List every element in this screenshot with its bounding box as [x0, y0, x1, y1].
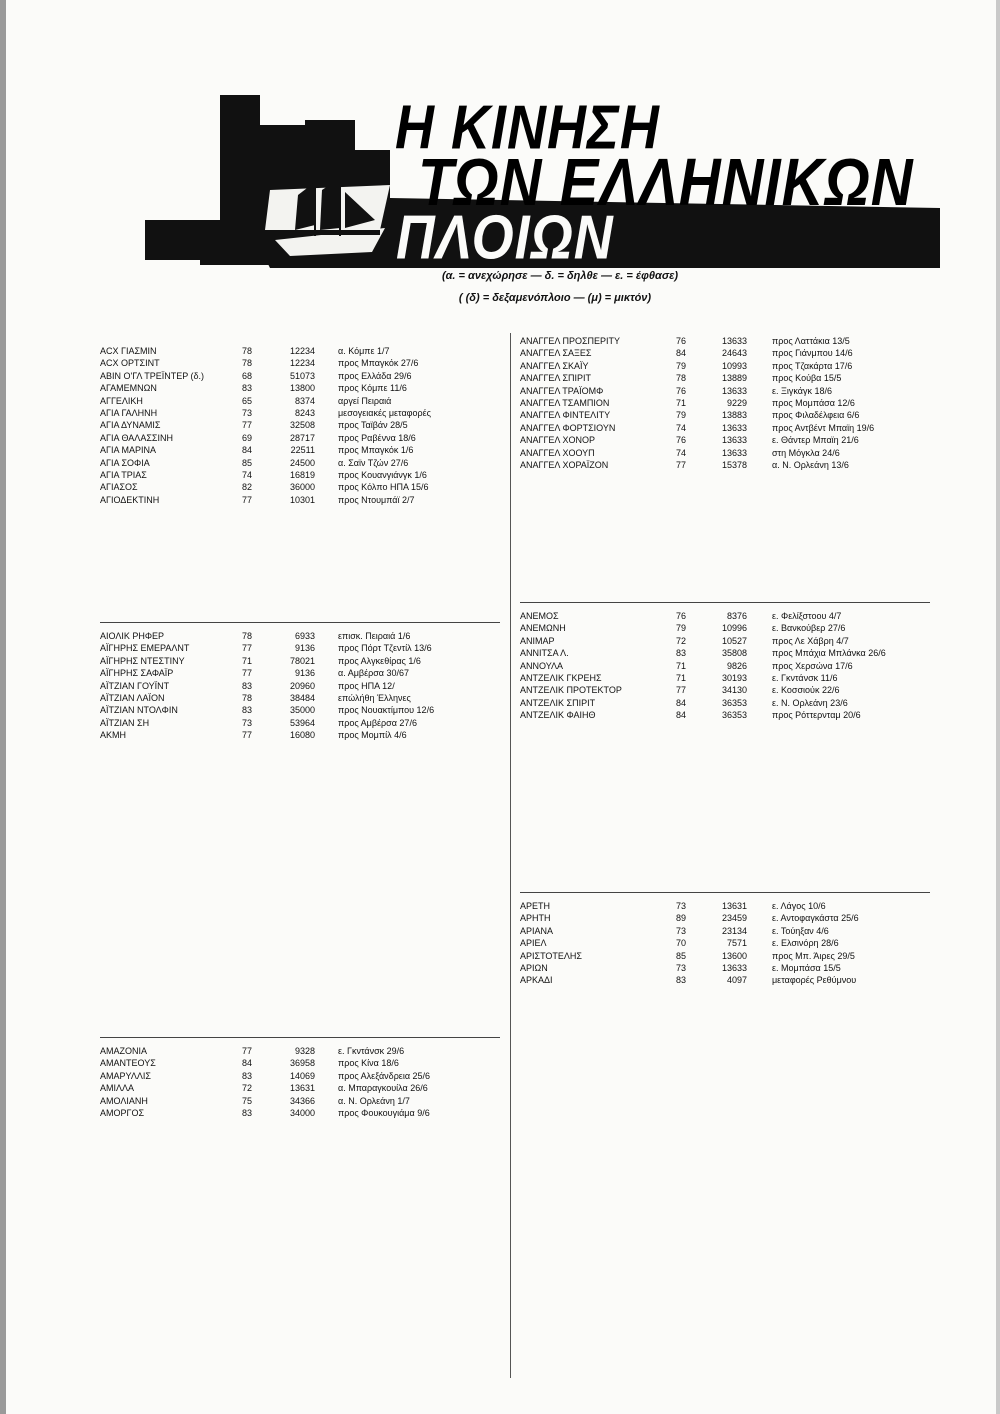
ship-destination: προς Μπ. Άιρες 29/5 [772, 950, 855, 961]
ship-row [520, 459, 930, 471]
ship-destination: προς Λε Χάβρη 4/7 [772, 635, 849, 646]
ship-destination: προς Μπαγκόκ 27/6 [338, 358, 419, 369]
ship-tonnage: 13631 [721, 901, 747, 911]
ship-year: 77 [242, 730, 253, 741]
ship-tonnage: 34130 [721, 685, 747, 696]
ship-tonnage: 13889 [721, 373, 747, 384]
ship-destination: μεταφορές Ρεθύμνου [772, 975, 857, 986]
ship-tonnage: 13633 [721, 422, 747, 433]
ship-tonnage: 34000 [289, 1108, 315, 1118]
ship-tonnage: 8374 [294, 395, 315, 406]
ship-name: ΑΡΙΩΝ [520, 963, 548, 973]
ship-tonnage: 8243 [294, 408, 315, 418]
ship-year: 89 [676, 913, 687, 924]
scan-edge-right [996, 0, 1000, 1414]
ship-name: ΑΓΙΑ ΤΡΙΑΣ [100, 470, 147, 480]
ship-name: ΑΓΙΑ ΔΥΝΑΜΙΣ [100, 420, 161, 431]
ship-row [100, 345, 500, 357]
ship-tonnage: 10527 [721, 635, 747, 646]
ship-name: ΑΓΓΕΛΙΚΗ [100, 395, 143, 406]
ship-name: ΑΡΙΑΝΑ [520, 925, 554, 936]
ship-name: ΑΝΑΓΓΕΛ ΧΟΟΥΠ [520, 447, 595, 458]
ship-year: 74 [676, 447, 687, 458]
ship-destination: προς Ταϊβάν 28/5 [338, 420, 408, 431]
ship-tonnage: 53964 [289, 717, 315, 728]
ship-year: 83 [676, 648, 687, 659]
ship-destination: ε. Λάγος 10/6 [772, 901, 826, 911]
ship-year: 65 [242, 395, 253, 406]
ship-year: 77 [242, 668, 253, 679]
ship-year: 70 [676, 938, 687, 949]
ship-year: 85 [242, 457, 253, 468]
ship-row [100, 432, 500, 444]
ship-year: 71 [676, 673, 687, 683]
ship-year: 73 [676, 963, 687, 973]
ship-name: ΑΪΓΗΡΗΣ ΣΑΦΑΪΡ [100, 668, 174, 679]
block-separator [520, 892, 930, 893]
ship-row [520, 635, 930, 647]
ship-year: 71 [676, 398, 687, 408]
ship-name: ΑΜΑΖΟΝΙΑ [100, 1046, 148, 1056]
ship-year: 73 [242, 408, 253, 418]
ship-row [520, 660, 930, 672]
ship-year: 83 [242, 1070, 253, 1081]
ship-row [520, 335, 930, 347]
ship-year: 76 [676, 435, 687, 446]
ship-row [100, 729, 500, 741]
ship-destination: προς Κίνα 18/6 [338, 1058, 399, 1069]
ship-row [520, 409, 930, 421]
ship-name: ΑΒΙΝ Ο'ΓΛ ΤΡΕΪΝΤΕΡ (δ.) [100, 370, 205, 381]
legend-line-2: ( (δ) = δεξαμενόπλοιο — (μ) = μικτόν) [458, 292, 652, 304]
ship-tonnage: 10996 [721, 623, 747, 634]
ship-destination: επισκ. Πειραιά 1/6 [338, 631, 411, 641]
ship-destination: στη Μόγκλα 24/6 [772, 447, 840, 458]
ship-name: ΑΚΜΗ [100, 730, 127, 741]
ship-year: 73 [676, 901, 687, 911]
ship-row [520, 672, 930, 684]
ship-name: ΑΓΙΑ ΣΟΦΙΑ [100, 457, 150, 468]
ship-row [100, 382, 500, 394]
ship-row [100, 407, 500, 419]
ship-destination: ε. Φελίξστοου 4/7 [772, 611, 842, 621]
ship-destination: προς Αλεξάνδρεια 25/6 [338, 1070, 431, 1081]
ship-destination: προς Μομπάσα 12/6 [772, 398, 855, 408]
ship-year: 83 [676, 975, 687, 986]
ship-year: 78 [242, 631, 253, 641]
ship-destination: ε. Γκντάνσκ 11/6 [772, 673, 838, 683]
ship-row [100, 1057, 500, 1069]
ship-destination: α. Κόμπε 1/7 [338, 346, 390, 356]
ship-row [520, 434, 930, 446]
ship-row [520, 610, 930, 622]
ship-row [100, 469, 500, 481]
ship-row [520, 962, 930, 974]
ship-year: 69 [242, 432, 253, 443]
ship-name: ΑΜΟΛΙΑΝΗ [100, 1095, 148, 1106]
ship-destination: προς Αμβέρσα 27/6 [338, 717, 417, 728]
ship-year: 74 [676, 422, 687, 433]
ship-year: 79 [676, 623, 687, 634]
ship-row [100, 667, 500, 679]
ship-destination: προς Κουανγιάνγκ 1/6 [338, 470, 427, 480]
ship-name: ΑΡΙΣΤΟΤΕΛΗΣ [520, 950, 582, 961]
block-separator [520, 602, 930, 603]
ship-tonnage: 16080 [289, 730, 315, 741]
ship-name: ΑΪΤΖΙΑΝ ΛΑΪΟΝ [100, 693, 165, 703]
ship-destination: ε. Ν. Ορλεάνη 23/6 [772, 697, 848, 708]
ship-name: ΑΜΟΡΓΟΣ [100, 1108, 145, 1118]
ship-row [520, 647, 930, 659]
ship-row [520, 697, 930, 709]
ship-destination: ε. Γκντάνσκ 29/6 [338, 1046, 405, 1056]
ship-name: ΑΜΑΡΥΛΛΙΣ [100, 1070, 151, 1081]
ship-tonnage: 51073 [289, 370, 315, 381]
ship-destination: προς Πόρτ Τζεντίλ 13/6 [338, 643, 432, 654]
ship-name: ΑΓΙΑ ΜΑΡΙΝΑ [100, 445, 156, 456]
ship-row [520, 347, 930, 359]
ship-destination: α. Ν. Ορλεάνη 13/6 [772, 460, 849, 470]
ship-year: 84 [676, 697, 687, 708]
ship-year: 75 [242, 1095, 253, 1106]
ship-tonnage: 10301 [289, 494, 315, 505]
ship-year: 73 [676, 925, 687, 936]
ship-tonnage: 35000 [289, 705, 315, 716]
ship-name: ΑΝΑΓΓΕΛ ΧΟΝΟΡ [520, 435, 595, 446]
masthead-title-line-3: ΠΛΟΙΩΝ [396, 203, 614, 273]
ship-year: 84 [676, 710, 687, 721]
ship-row [520, 925, 930, 937]
ship-tonnage: 6933 [294, 631, 315, 641]
ship-name: ΑΓΙΟΔΕΚΤΙΝΗ [100, 494, 160, 505]
ship-name: ΑΝΑΓΓΕΛ ΤΣΑΜΠΙΟΝ [520, 398, 610, 408]
ship-row [520, 684, 930, 696]
ship-destination: αργεί Πειραιά [338, 395, 392, 406]
ship-year: 77 [242, 494, 253, 505]
ship-tonnage: 4097 [726, 975, 747, 986]
ship-name: ΑΪΤΖΙΑΝ ΓΟΥΪΝΤ [100, 680, 170, 691]
ship-year: 68 [242, 370, 253, 381]
ship-year: 82 [242, 482, 253, 493]
ship-destination: προς Ντουμπάϊ 2/7 [338, 494, 415, 505]
ship-name: ΑΝΑΓΓΕΛ ΦΟΡΤΣΙΟΥΝ [520, 422, 616, 433]
ship-tonnage: 13633 [721, 447, 747, 458]
ship-destination: α. Μπαραγκουίλα 26/6 [338, 1083, 428, 1094]
ship-name: ΑΝΑΓΓΕΛ ΣΚΑΪΥ [520, 360, 589, 371]
ship-tonnage: 13633 [721, 336, 747, 346]
ship-tonnage: 8376 [726, 611, 747, 621]
ship-year: 73 [242, 717, 253, 728]
ship-name: ΑΜΙΛΛΑ [100, 1083, 135, 1094]
ship-row [100, 457, 500, 469]
ship-tonnage: 9229 [726, 398, 747, 408]
ship-name: ΑΡΕΤΗ [520, 901, 551, 911]
ship-year: 83 [242, 1108, 253, 1118]
ship-destination: προς Κόλπο ΗΠΑ 15/6 [338, 482, 429, 493]
ship-destination: προς Μπαγκόκ 1/6 [338, 445, 414, 456]
ship-destination: α. Σαϊν Τζών 27/6 [338, 457, 409, 468]
ship-destination: προς Ρόττερνταμ 20/6 [772, 710, 861, 721]
ship-row [100, 717, 500, 729]
ship-row [520, 622, 930, 634]
ship-row [100, 704, 500, 716]
ship-year: 76 [676, 336, 687, 346]
ship-row [520, 372, 930, 384]
ship-row [100, 1045, 500, 1057]
ship-destination: προς Μομπίλ 4/6 [338, 730, 407, 741]
ship-year: 78 [676, 373, 687, 384]
ship-year: 77 [676, 460, 687, 470]
ship-year: 77 [676, 685, 687, 696]
ship-tonnage: 9136 [294, 668, 315, 679]
ship-tonnage: 9328 [294, 1046, 315, 1056]
ship-row [100, 481, 500, 493]
ship-name: ΑΡΚΑΔΙ [520, 975, 553, 986]
ship-row [520, 422, 930, 434]
ship-tonnage: 10993 [721, 360, 747, 371]
ship-year: 71 [242, 655, 253, 666]
ship-tonnage: 34366 [289, 1095, 315, 1106]
ship-tonnage: 13600 [721, 950, 747, 961]
ship-year: 76 [676, 611, 687, 621]
ship-name: ΑΝΤΖΕΛΙΚ ΓΚΡΕΗΣ [520, 673, 602, 683]
ship-tonnage: 12234 [289, 346, 315, 356]
ship-name: ΑΪΓΗΡΗΣ ΝΤΕΣΤΙΝΥ [100, 655, 185, 666]
ship-name: ΑΝΑΓΓΕΛ ΣΠΙΡΙΤ [520, 373, 592, 384]
ship-destination: προς Γιάνμπου 14/6 [772, 348, 853, 359]
ship-year: 77 [242, 420, 253, 431]
ship-tonnage: 14069 [289, 1070, 315, 1081]
ship-destination: ε. Ελσινόρη 28/6 [772, 938, 839, 949]
ship-tonnage: 9826 [726, 660, 747, 671]
ship-destination: ε. Μομπάσα 15/5 [772, 963, 841, 973]
ship-year: 78 [242, 693, 253, 703]
ship-name: ΑΝΑΓΓΕΛ ΣΑΞΕΣ [520, 348, 592, 359]
ship-year: 84 [676, 348, 687, 359]
masthead-title-line-1: Η ΚΙΝΗΣΗ [395, 93, 660, 163]
ship-row [520, 709, 930, 721]
ship-row [100, 1082, 500, 1094]
ship-name: ΑΝΤΖΕΛΙΚ ΦΑΙΗΘ [520, 710, 596, 721]
ship-destination: ε. Κοσσιούκ 22/6 [772, 685, 840, 696]
ship-row [100, 357, 500, 369]
ship-row [100, 494, 500, 506]
ship-tonnage: 12234 [289, 358, 315, 369]
ship-tonnage: 13883 [721, 410, 747, 421]
ship-destination: προς Αλγκεθίρας 1/6 [338, 655, 421, 666]
ship-year: 85 [676, 950, 687, 961]
ship-name: ΑΝΑΓΓΕΛ ΠΡΟΣΠΕΡΙΤΥ [520, 336, 621, 346]
ship-destination: προς Φουκουγιάμα 9/6 [338, 1108, 430, 1118]
ship-year: 78 [242, 358, 253, 369]
ship-row [100, 370, 500, 382]
ship-destination: προς Φιλαδέλφεια 6/6 [772, 410, 860, 421]
ship-destination: ε. Τούηξαν 4/6 [772, 925, 829, 936]
ship-destination: προς Ελλάδα 29/6 [338, 370, 412, 381]
ship-destination: προς Τζακάρτα 17/6 [772, 360, 853, 371]
ship-name: ΑΓΙΑ ΓΑΛΗΝΗ [100, 408, 158, 418]
ship-tonnage: 23459 [721, 913, 747, 924]
ship-year: 84 [242, 1058, 253, 1069]
ship-destination: προς ΗΠΑ 12/ [338, 680, 395, 691]
block-separator [100, 1037, 500, 1038]
ship-row [100, 1070, 500, 1082]
ship-row [100, 655, 500, 667]
ship-row [100, 680, 500, 692]
ship-destination: προς Αντβέντ Μπαϊη 19/6 [772, 422, 875, 433]
ship-year: 77 [242, 1046, 253, 1056]
ship-row [520, 360, 930, 372]
ship-year: 79 [676, 410, 687, 421]
ship-row [100, 630, 500, 642]
ship-tonnage: 13800 [289, 383, 315, 394]
ship-tonnage: 9136 [294, 643, 315, 654]
ship-name: ΑΓΙΑΣΟΣ [100, 482, 138, 493]
ship-name: ΑΝΑΓΓΕΛ ΦΙΝΤΕΛΙΤΥ [520, 410, 611, 421]
ship-name: ΑΙΟΛΙΚ ΡΗΦΕΡ [100, 631, 165, 641]
ship-tonnage: 78021 [289, 655, 315, 666]
ship-destination: επώλήθη Έλληνες [338, 693, 411, 703]
ship-row [100, 444, 500, 456]
ship-name: ΑΝΕΜΩΝΗ [520, 623, 566, 634]
ship-row [100, 642, 500, 654]
ship-name: ΑΝΑΓΓΕΛ ΤΡΑΪΟΜΦ [520, 385, 604, 396]
ship-tonnage: 23134 [721, 925, 747, 936]
ship-name: ΑΪΤΖΙΑΝ ΝΤΟΛΦΙΝ [100, 705, 178, 716]
ship-tonnage: 15378 [721, 460, 747, 470]
ship-destination: ε. Ξιγκάγκ 18/6 [772, 385, 832, 396]
ship-name: ΑΝΝΙΤΣΑ Λ. [520, 648, 569, 659]
ship-row [100, 692, 500, 704]
ship-destination: προς Ραβέννα 18/6 [338, 432, 416, 443]
ship-name: ΑΡΙΕΛ [520, 938, 547, 949]
masthead [140, 80, 940, 273]
ship-name: ΑCΧ ΟΡΤΣΙΝΤ [100, 358, 160, 369]
ship-name: ΑΪΤΖΙΑΝ ΣΗ [100, 717, 150, 728]
ship-name: ΑΓΙΑ ΘΑΛΑΣΣΙΝΗ [100, 432, 173, 443]
ship-row [100, 1107, 500, 1119]
ship-name: ΑCΧ ΓΙΑΣΜΙΝ [100, 346, 157, 356]
ship-tonnage: 13633 [721, 963, 747, 973]
ship-row [520, 937, 930, 949]
ship-row [520, 385, 930, 397]
ship-name: ΑΝΤΖΕΛΙΚ ΠΡΟΤΕΚΤΟΡ [520, 685, 622, 696]
block-separator [100, 622, 500, 623]
ship-year: 83 [242, 680, 253, 691]
ship-destination: ε. Θάντερ Μπαϊη 21/6 [772, 435, 859, 446]
ship-tonnage: 36353 [721, 710, 747, 721]
ship-name: ΑΪΓΗΡΗΣ ΕΜΕΡΑΛΝΤ [100, 643, 190, 654]
ship-year: 71 [676, 660, 687, 671]
ship-year: 76 [676, 385, 687, 396]
ship-tonnage: 24500 [289, 457, 315, 468]
ship-destination: α. Αμβέρσα 30/67 [338, 668, 409, 679]
ship-year: 83 [242, 705, 253, 716]
ship-tonnage: 20960 [289, 680, 315, 691]
ship-tonnage: 24643 [721, 348, 747, 359]
ship-tonnage: 36353 [721, 697, 747, 708]
ship-row [520, 974, 930, 986]
ship-row [520, 900, 930, 912]
ship-destination: προς Λαττάκια 13/5 [772, 336, 850, 346]
ship-year: 78 [242, 346, 253, 356]
ship-year: 72 [676, 635, 687, 646]
masthead-title-line-2: ΤΩΝ ΕΛΛΗΝΙΚΩΝ [418, 145, 914, 220]
ship-name: ΑΡΗΤΗ [520, 913, 551, 924]
ship-destination: ε. Βανκούβερ 27/6 [772, 623, 846, 634]
ship-destination: προς Κούβα 15/5 [772, 373, 842, 384]
ship-tonnage: 13633 [721, 385, 747, 396]
ship-tonnage: 35808 [721, 648, 747, 659]
ship-year: 77 [242, 643, 253, 654]
ship-tonnage: 22511 [290, 445, 315, 456]
ship-tonnage: 36000 [289, 482, 315, 493]
ship-tonnage: 28717 [289, 432, 315, 443]
ship-tonnage: 13631 [289, 1083, 315, 1094]
ship-year: 72 [242, 1083, 253, 1094]
ship-tonnage: 16819 [289, 470, 315, 480]
ship-destination: ε. Αντοφαγκάστα 25/6 [772, 913, 859, 924]
legend-line-1: (α. = ανεχώρησε — δ. = δηλθε — ε. = έφθασε) [441, 270, 679, 282]
ship-name: ΑΓΑΜΕΜΝΩΝ [100, 383, 157, 394]
ship-tonnage: 13633 [721, 435, 747, 446]
ship-year: 84 [242, 445, 253, 456]
ship-row [100, 395, 500, 407]
ship-destination: α. Ν. Ορλεάνη 1/7 [338, 1095, 410, 1106]
ship-tonnage: 38484 [289, 693, 315, 703]
ship-tonnage: 7571 [726, 938, 747, 949]
ship-year: 79 [676, 360, 687, 371]
ship-row [520, 447, 930, 459]
ship-name: ΑΝΑΓΓΕΛ ΧΟΡΑΪΖΟΝ [520, 460, 609, 470]
ship-year: 74 [242, 470, 253, 480]
ship-name: ΑΝΕΜΟΣ [520, 611, 559, 621]
ship-row [520, 912, 930, 924]
ship-destination: προς Χερσώνα 17/6 [772, 660, 853, 671]
ship-row [520, 950, 930, 962]
ship-name: ΑΝΝΟΥΛΑ [520, 660, 564, 671]
ship-destination: προς Νουακτίμπου 12/6 [338, 705, 435, 716]
scan-edge-left [0, 0, 6, 1414]
column-divider [510, 333, 511, 1378]
ship-row [520, 397, 930, 409]
ship-name: ΑΜΑΝΤΕΟΥΣ [100, 1058, 156, 1069]
ship-tonnage: 30193 [721, 673, 747, 683]
ship-year: 83 [242, 383, 253, 394]
ship-destination: προς Κόμπε 11/6 [338, 383, 407, 394]
ship-tonnage: 36958 [289, 1058, 315, 1069]
ship-row [100, 419, 500, 431]
ship-name: ΑΝΤΖΕΛΙΚ ΣΠΙΡΙΤ [520, 697, 596, 708]
ship-row [100, 1095, 500, 1107]
ship-tonnage: 32508 [289, 420, 315, 431]
ship-destination: προς Μπάχια Μπλάνκα 26/6 [772, 648, 886, 659]
ship-destination: μεσογειακές μεταφορές [338, 408, 431, 418]
ship-name: ΑΝΙΜΑΡ [520, 635, 555, 646]
